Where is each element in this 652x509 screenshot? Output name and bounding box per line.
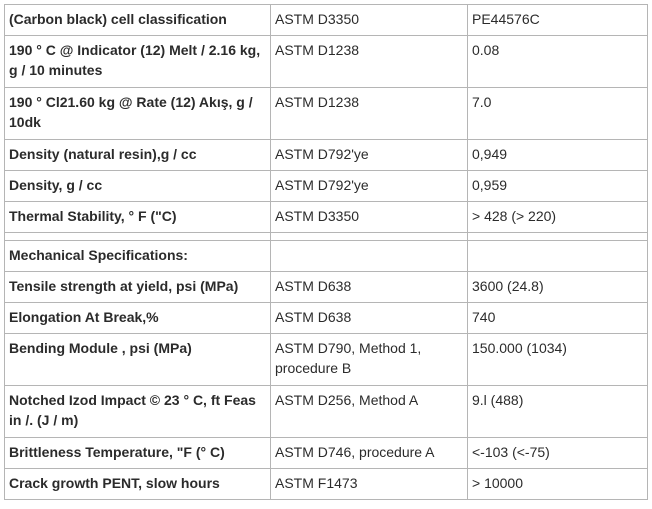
- property-cell: Density, g / cc: [5, 171, 271, 202]
- table-row: [5, 386, 648, 438]
- property-cell: Bending Module , psi (MPa): [5, 334, 271, 386]
- test-method-cell: ASTM D256, Method A: [271, 386, 468, 438]
- test-method-cell: ASTM D1238: [271, 36, 468, 88]
- property-cell: Thermal Stability, ° F ("C): [5, 202, 271, 233]
- table-row: [5, 469, 648, 500]
- test-method-cell: [271, 233, 468, 241]
- value-cell: PE44576C: [468, 5, 648, 36]
- section-header-row: [5, 241, 648, 272]
- table-row: [5, 171, 648, 202]
- property-cell: 190 ° Cl21.60 kg @ Rate (12) Akış, g / 10dk: [5, 88, 271, 140]
- property-cell: Elongation At Break,%: [5, 303, 271, 334]
- table-row: [5, 202, 648, 233]
- test-method-cell: ASTM D638: [271, 303, 468, 334]
- test-method-cell: [271, 241, 468, 272]
- table-row: [5, 140, 648, 171]
- table-row: [5, 36, 648, 88]
- section-heading: Mechanical Specifications:: [5, 241, 271, 272]
- test-method-cell: ASTM D1238: [271, 88, 468, 140]
- property-cell: Tensile strength at yield, psi (MPa): [5, 272, 271, 303]
- test-method-cell: ASTM D792'ye: [271, 171, 468, 202]
- value-cell: 0,959: [468, 171, 648, 202]
- table-row: [5, 5, 648, 36]
- property-cell: Crack growth PENT, slow hours: [5, 469, 271, 500]
- table-row: [5, 303, 648, 334]
- table-row: [5, 272, 648, 303]
- value-cell: 9.l (488): [468, 386, 648, 438]
- test-method-cell: ASTM D638: [271, 272, 468, 303]
- property-cell: [5, 233, 271, 241]
- table-row: [5, 438, 648, 469]
- spacer-row: [5, 233, 648, 241]
- value-cell: 7.0: [468, 88, 648, 140]
- value-cell: 0.08: [468, 36, 648, 88]
- test-method-cell: ASTM D3350: [271, 202, 468, 233]
- property-cell: 190 ° C @ Indicator (12) Melt / 2.16 kg, g / 10 minutes: [5, 36, 271, 88]
- test-method-cell: ASTM D790, Method 1, procedure B: [271, 334, 468, 386]
- value-cell: 0,949: [468, 140, 648, 171]
- test-method-cell: ASTM D3350: [271, 5, 468, 36]
- specifications-table: [4, 4, 648, 500]
- table-row: [5, 88, 648, 140]
- value-cell: 740: [468, 303, 648, 334]
- table-row: [5, 334, 648, 386]
- property-cell: (Carbon black) cell classification: [5, 5, 271, 36]
- value-cell: [468, 233, 648, 241]
- test-method-cell: ASTM D746, procedure A: [271, 438, 468, 469]
- value-cell: 3600 (24.8): [468, 272, 648, 303]
- value-cell: > 428 (> 220): [468, 202, 648, 233]
- value-cell: > 10000: [468, 469, 648, 500]
- property-cell: Density (natural resin),g / cc: [5, 140, 271, 171]
- test-method-cell: ASTM F1473: [271, 469, 468, 500]
- property-cell: Brittleness Temperature, "F (° C): [5, 438, 271, 469]
- property-cell: Notched Izod Impact © 23 ° C, ft Feas in /. (J / m): [5, 386, 271, 438]
- value-cell: 150.000 (1034): [468, 334, 648, 386]
- value-cell: <-103 (<-75): [468, 438, 648, 469]
- value-cell: [468, 241, 648, 272]
- test-method-cell: ASTM D792'ye: [271, 140, 468, 171]
